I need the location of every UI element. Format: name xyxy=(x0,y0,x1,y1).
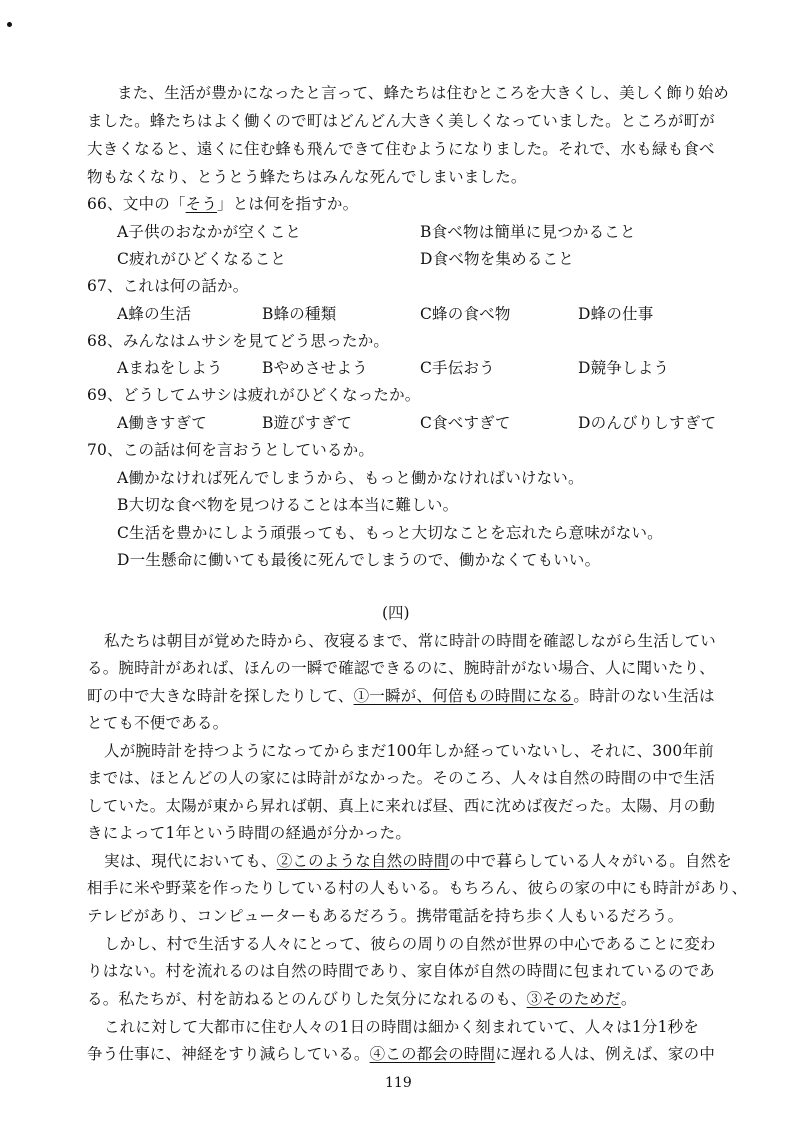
option-b: Bやめさせよう xyxy=(262,359,368,377)
option-d: D蜂の仕事 xyxy=(578,305,654,323)
option-d: D一生懸命に働いても最後に死んでしまうので、働かなくてもいい。 xyxy=(117,551,601,569)
question-66 xyxy=(87,194,358,214)
option-d: D競争しよう xyxy=(578,359,670,377)
option-c: C蜂の食べ物 xyxy=(420,305,511,323)
question-67: 67、これは何の話か。 xyxy=(87,277,249,295)
text-span: に遅れる人は、例えば、家の中 xyxy=(495,1045,716,1063)
paragraph-line: とても不便である。 xyxy=(87,714,229,732)
paragraph-line: しかし、村で生活する人々にとって、彼らの周りの自然が世界の中心であることに変わ xyxy=(104,935,716,953)
underlined-phrase-1: ①一瞬が、何倍もの時間になる xyxy=(353,687,574,705)
text-span: 実は、現代においても、 xyxy=(104,852,277,870)
option-a: A働きすぎて xyxy=(117,414,207,432)
margin-dot xyxy=(7,22,12,27)
paragraph-line: までは、ほとんどの人の家には時計がなかった。そのころ、人々は自然の時間の中で生活 xyxy=(87,769,716,787)
option-d: Dのんびりしすぎて xyxy=(578,414,717,432)
paragraph-line: 相手に米や野菜を作ったりしている村の人もいる。もちろん、彼らの家の中にも時計があり、 xyxy=(87,879,748,897)
section-title: (四) xyxy=(382,604,410,622)
question-text: 66、文中の「 xyxy=(87,195,186,213)
question-68: 68、みんなはムサシを見てどう思ったか。 xyxy=(87,332,390,350)
paragraph-line: これに対して大都市に住む人々の1日の時間は細かく刻まれていて、人々は1分1秒を xyxy=(104,1018,700,1036)
option-b: B蜂の種類 xyxy=(262,305,337,323)
option-a: A蜂の生活 xyxy=(117,305,192,323)
paragraph-line: テレビがあり、コンピューターもあるだろう。携帯電話を持ち歩く人もいるだろう。 xyxy=(87,907,684,925)
paragraph-line: 物もなくなり、とうとう蜂たちはみんな死んでしまいました。 xyxy=(87,168,527,186)
underlined-phrase-3: ③そのためだ xyxy=(526,990,621,1008)
question-70: 70、この話は何を言おうとしているか。 xyxy=(87,441,375,459)
paragraph-line xyxy=(87,686,715,706)
option-b: B食べ物は簡単に見つかること xyxy=(420,223,636,241)
underlined-phrase-2: ②このような自然の時間 xyxy=(276,852,450,870)
text-span: 争う仕事に、神経をすり減らしている。 xyxy=(87,1045,370,1063)
paragraph-line: していた。太陽が東から昇れば朝、真上に来れば昼、西に沈めば夜だった。太陽、月の動 xyxy=(87,797,716,815)
paragraph-line xyxy=(87,989,637,1009)
option-a: A子供のおなかが空くこと xyxy=(117,223,302,241)
paragraph-line xyxy=(104,851,732,871)
option-a: A働かなければ死んでしまうから、もっと働かなければいけない。 xyxy=(117,469,584,487)
paragraph-line: ました。蜂たちはよく働くので町はどんどん大きく美しくなっていました。ところが町が xyxy=(87,112,716,130)
option-c: C手伝おう xyxy=(420,359,495,377)
underlined-phrase-4: ④この都会の時間 xyxy=(369,1045,496,1063)
paragraph-line: 人が腕時計を持つようになってからまだ100年しか経っていないし、それに、300年前 xyxy=(104,742,714,760)
paragraph-line: 大きくなると、遠くに住む蜂も飛んできて住むようになりました。それで、水も緑も食べ xyxy=(87,140,715,158)
text-span: る。私たちが、村を訪ねるとのんびりした気分になれるのも、 xyxy=(87,990,527,1008)
paragraph-line xyxy=(87,1044,715,1064)
option-c: C食べすぎて xyxy=(420,414,511,432)
paragraph-line: きによって1年という時間の経過が分かった。 xyxy=(87,824,412,842)
text-span: 町の中で大きな時計を探したりして、 xyxy=(87,687,354,705)
option-b: B大切な食べ物を見つけることは本当に難しい。 xyxy=(117,496,459,514)
text-span: の中で暮らしている人々がいる。自然を xyxy=(449,852,733,870)
paragraph-line: りはない。村を流れるのは自然の時間であり、家自体が自然の時間に包まれているのであ xyxy=(87,962,716,980)
option-c: C生活を豊かにしよう頑張っても、もっと大切なことを忘れたら意味がない。 xyxy=(117,524,663,542)
text-span: 。 xyxy=(620,990,637,1008)
option-c: C疲れがひどくなること xyxy=(117,250,287,268)
paragraph-line: る。腕時計があれば、ほんの一瞬で確認できるのに、腕時計がない場合、人に聞いたり、 xyxy=(87,659,716,677)
text-span: 。時計のない生活は xyxy=(573,687,715,705)
page-number: 119 xyxy=(385,1075,412,1091)
option-d: D食べ物を集めること xyxy=(420,250,574,268)
paragraph-line: 私たちは朝目が覚めた時から、夜寝るまで、常に時計の時間を確認しながら生活してい xyxy=(104,632,716,650)
underlined-term: そう xyxy=(185,195,218,213)
option-a: Aまねをしよう xyxy=(117,359,223,377)
option-b: B遊びすぎて xyxy=(262,414,353,432)
question-text: 」とは何を指すか。 xyxy=(217,195,359,213)
question-69: 69、どうしてムサシは疲れがひどくなったか。 xyxy=(87,386,421,404)
paragraph-line: また、生活が豊かになったと言って、蜂たちは住むところを大きくし、美しく飾り始め xyxy=(117,84,729,102)
